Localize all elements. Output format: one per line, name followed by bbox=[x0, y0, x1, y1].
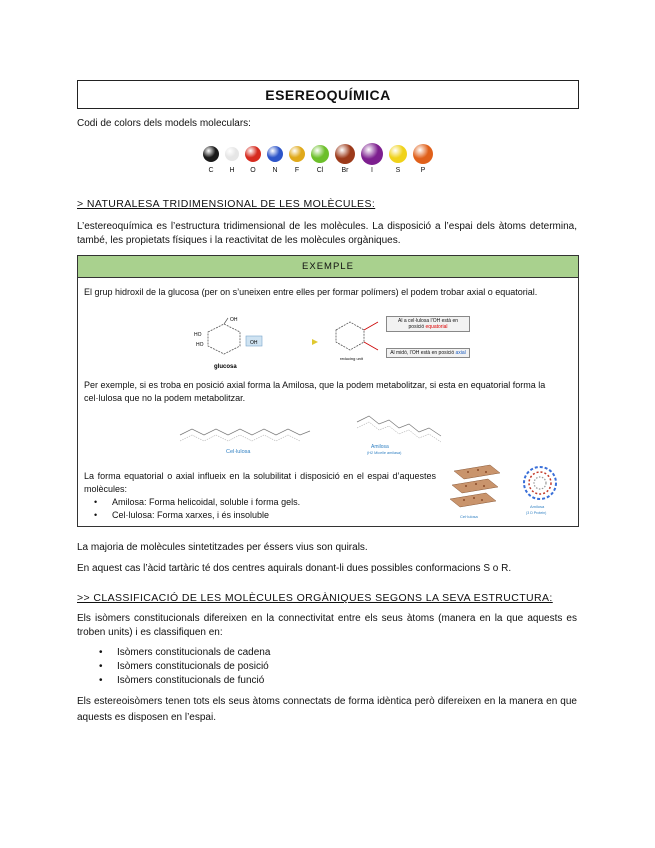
atom-ball-f bbox=[289, 146, 305, 162]
list-item: • Isòmers constitucionals de cadena bbox=[93, 646, 493, 660]
example-p2: Per exemple, si es troba en posició axial forma la Amilosa, que la podem metabolitzar, si esta en equatorial forma la cel·lulosa que no la podem metabolitzar. bbox=[84, 380, 546, 403]
atom-ball-cl bbox=[311, 145, 329, 163]
atom-label-n: N bbox=[272, 167, 278, 174]
example-p3: La forma equatorial o axial influeix en la solubilitat i disposició en el espai d’aquestes molècules: bbox=[84, 471, 436, 494]
chiral-paragraph: La majoria de molècules sintetitzades per éssers vius son quirals. bbox=[77, 542, 368, 553]
page-title: ESEREOQUÍMICA bbox=[77, 80, 579, 109]
list-item: • Isòmers constitucionals de funció bbox=[93, 674, 493, 688]
list-item: • Isòmers constitucionals de posició bbox=[93, 660, 493, 674]
section2-paragraph: Els isòmers constitucionals difereixen en la connectivitat entre els seus àtoms (manera en la que aquests es troben units) i es classifiquen en: bbox=[77, 613, 577, 638]
amylose-helix-image bbox=[510, 461, 572, 521]
list-item: • Amilosa: Forma helicoidal, soluble i forma gels. bbox=[88, 496, 428, 509]
arrow-icon bbox=[311, 338, 319, 346]
glucose-ho2-label: HO bbox=[196, 342, 204, 348]
tartaric-paragraph: En aquest cas l’àcid tartàric té dos centres aquirals donant-li dues possibles conformacions S o R. bbox=[77, 563, 512, 574]
section2-heading: >> CLASSIFICACIÓ DE LES MOLÈCULES ORGÀNIQUES SEGONS LA SEVA ESTRUCTURA: bbox=[77, 592, 553, 604]
atom-ball-n bbox=[267, 146, 283, 162]
isomer-list bbox=[93, 646, 493, 688]
atom-label-f: F bbox=[294, 167, 300, 174]
atom-label-s: S bbox=[395, 167, 401, 174]
glucose-label: glucosa bbox=[214, 364, 237, 370]
atom-label-h: H bbox=[229, 167, 235, 174]
atom-ball-c bbox=[203, 146, 219, 162]
reducing-unit-label: reducing unit bbox=[340, 356, 363, 361]
cellulose-structure-image bbox=[178, 419, 313, 457]
atom-label-p: P bbox=[420, 167, 426, 174]
atom-ball-o bbox=[245, 146, 261, 162]
example-box bbox=[77, 255, 579, 527]
atom-ball-h bbox=[225, 147, 239, 161]
example-bullets bbox=[88, 496, 428, 521]
atom-label-c: C bbox=[208, 167, 214, 174]
cellulose-small-label: Cel·lulosa bbox=[460, 514, 478, 519]
amylose-label: Amilosa bbox=[371, 444, 389, 450]
color-code-intro: Codi de colors dels models moleculars: bbox=[77, 118, 251, 129]
list-item: • Cel·lulosa: Forma xarxes, i és insoluble bbox=[88, 509, 428, 522]
atom-label-cl: Cl bbox=[316, 167, 324, 174]
atom-ball-i bbox=[361, 143, 383, 165]
atom-color-legend bbox=[203, 144, 455, 178]
callout-cellulose-equatorial: Al a cel·lulosa l’OH està en posició equatorial bbox=[386, 316, 470, 332]
amylose-structure-image bbox=[353, 412, 448, 460]
example-header: EXEMPLE bbox=[78, 256, 578, 278]
section1-paragraph: L’estereoquímica es l’estructura tridimensional de les molècules. La disposició a l’espai dels àtoms determina, també, les propietats físiques i la reactivitat de les molècules orgàniques. bbox=[77, 221, 577, 246]
example-p1: El grup hidroxil de la glucosa (per on s’uneixen entre elles per formar polímers) el podem trobar axial o equatorial. bbox=[84, 287, 538, 297]
section1-heading: > NATURALESA TRIDIMENSIONAL DE LES MOLÈCULES: bbox=[77, 198, 376, 210]
cellulose-sheets-image bbox=[448, 461, 510, 521]
amylose-small-label: Amilosa bbox=[530, 504, 545, 509]
atom-ball-br bbox=[335, 144, 355, 164]
glucose-oh-label: OH bbox=[230, 317, 238, 323]
glucose-ho-label: HO bbox=[194, 332, 202, 338]
callout-starch-axial: Al midó, l’OH està en posició axial bbox=[386, 348, 470, 358]
glucose-structure-image bbox=[188, 314, 268, 370]
atom-ball-s bbox=[389, 145, 407, 163]
stereoisomer-paragraph: Els estereoisòmers tenen tots els seus àtoms connectats de forma idèntica però difereixen en la manera en que aquests es disposen en l’espai. bbox=[77, 696, 577, 723]
atom-label-i: I bbox=[371, 167, 373, 174]
amylose-small-sub-label: (3 D Protein) bbox=[526, 511, 547, 515]
atom-label-o: O bbox=[250, 167, 256, 174]
glucose-polymer-structure-image bbox=[328, 314, 388, 362]
atom-label-br: Br bbox=[341, 167, 349, 174]
amylose-sub-label: (H2 Micelle amilasa) bbox=[367, 451, 402, 455]
cellulose-label: Cel·lulosa bbox=[226, 449, 251, 455]
atom-ball-p bbox=[413, 144, 433, 164]
glucose-oh2-label: OH bbox=[250, 340, 258, 346]
